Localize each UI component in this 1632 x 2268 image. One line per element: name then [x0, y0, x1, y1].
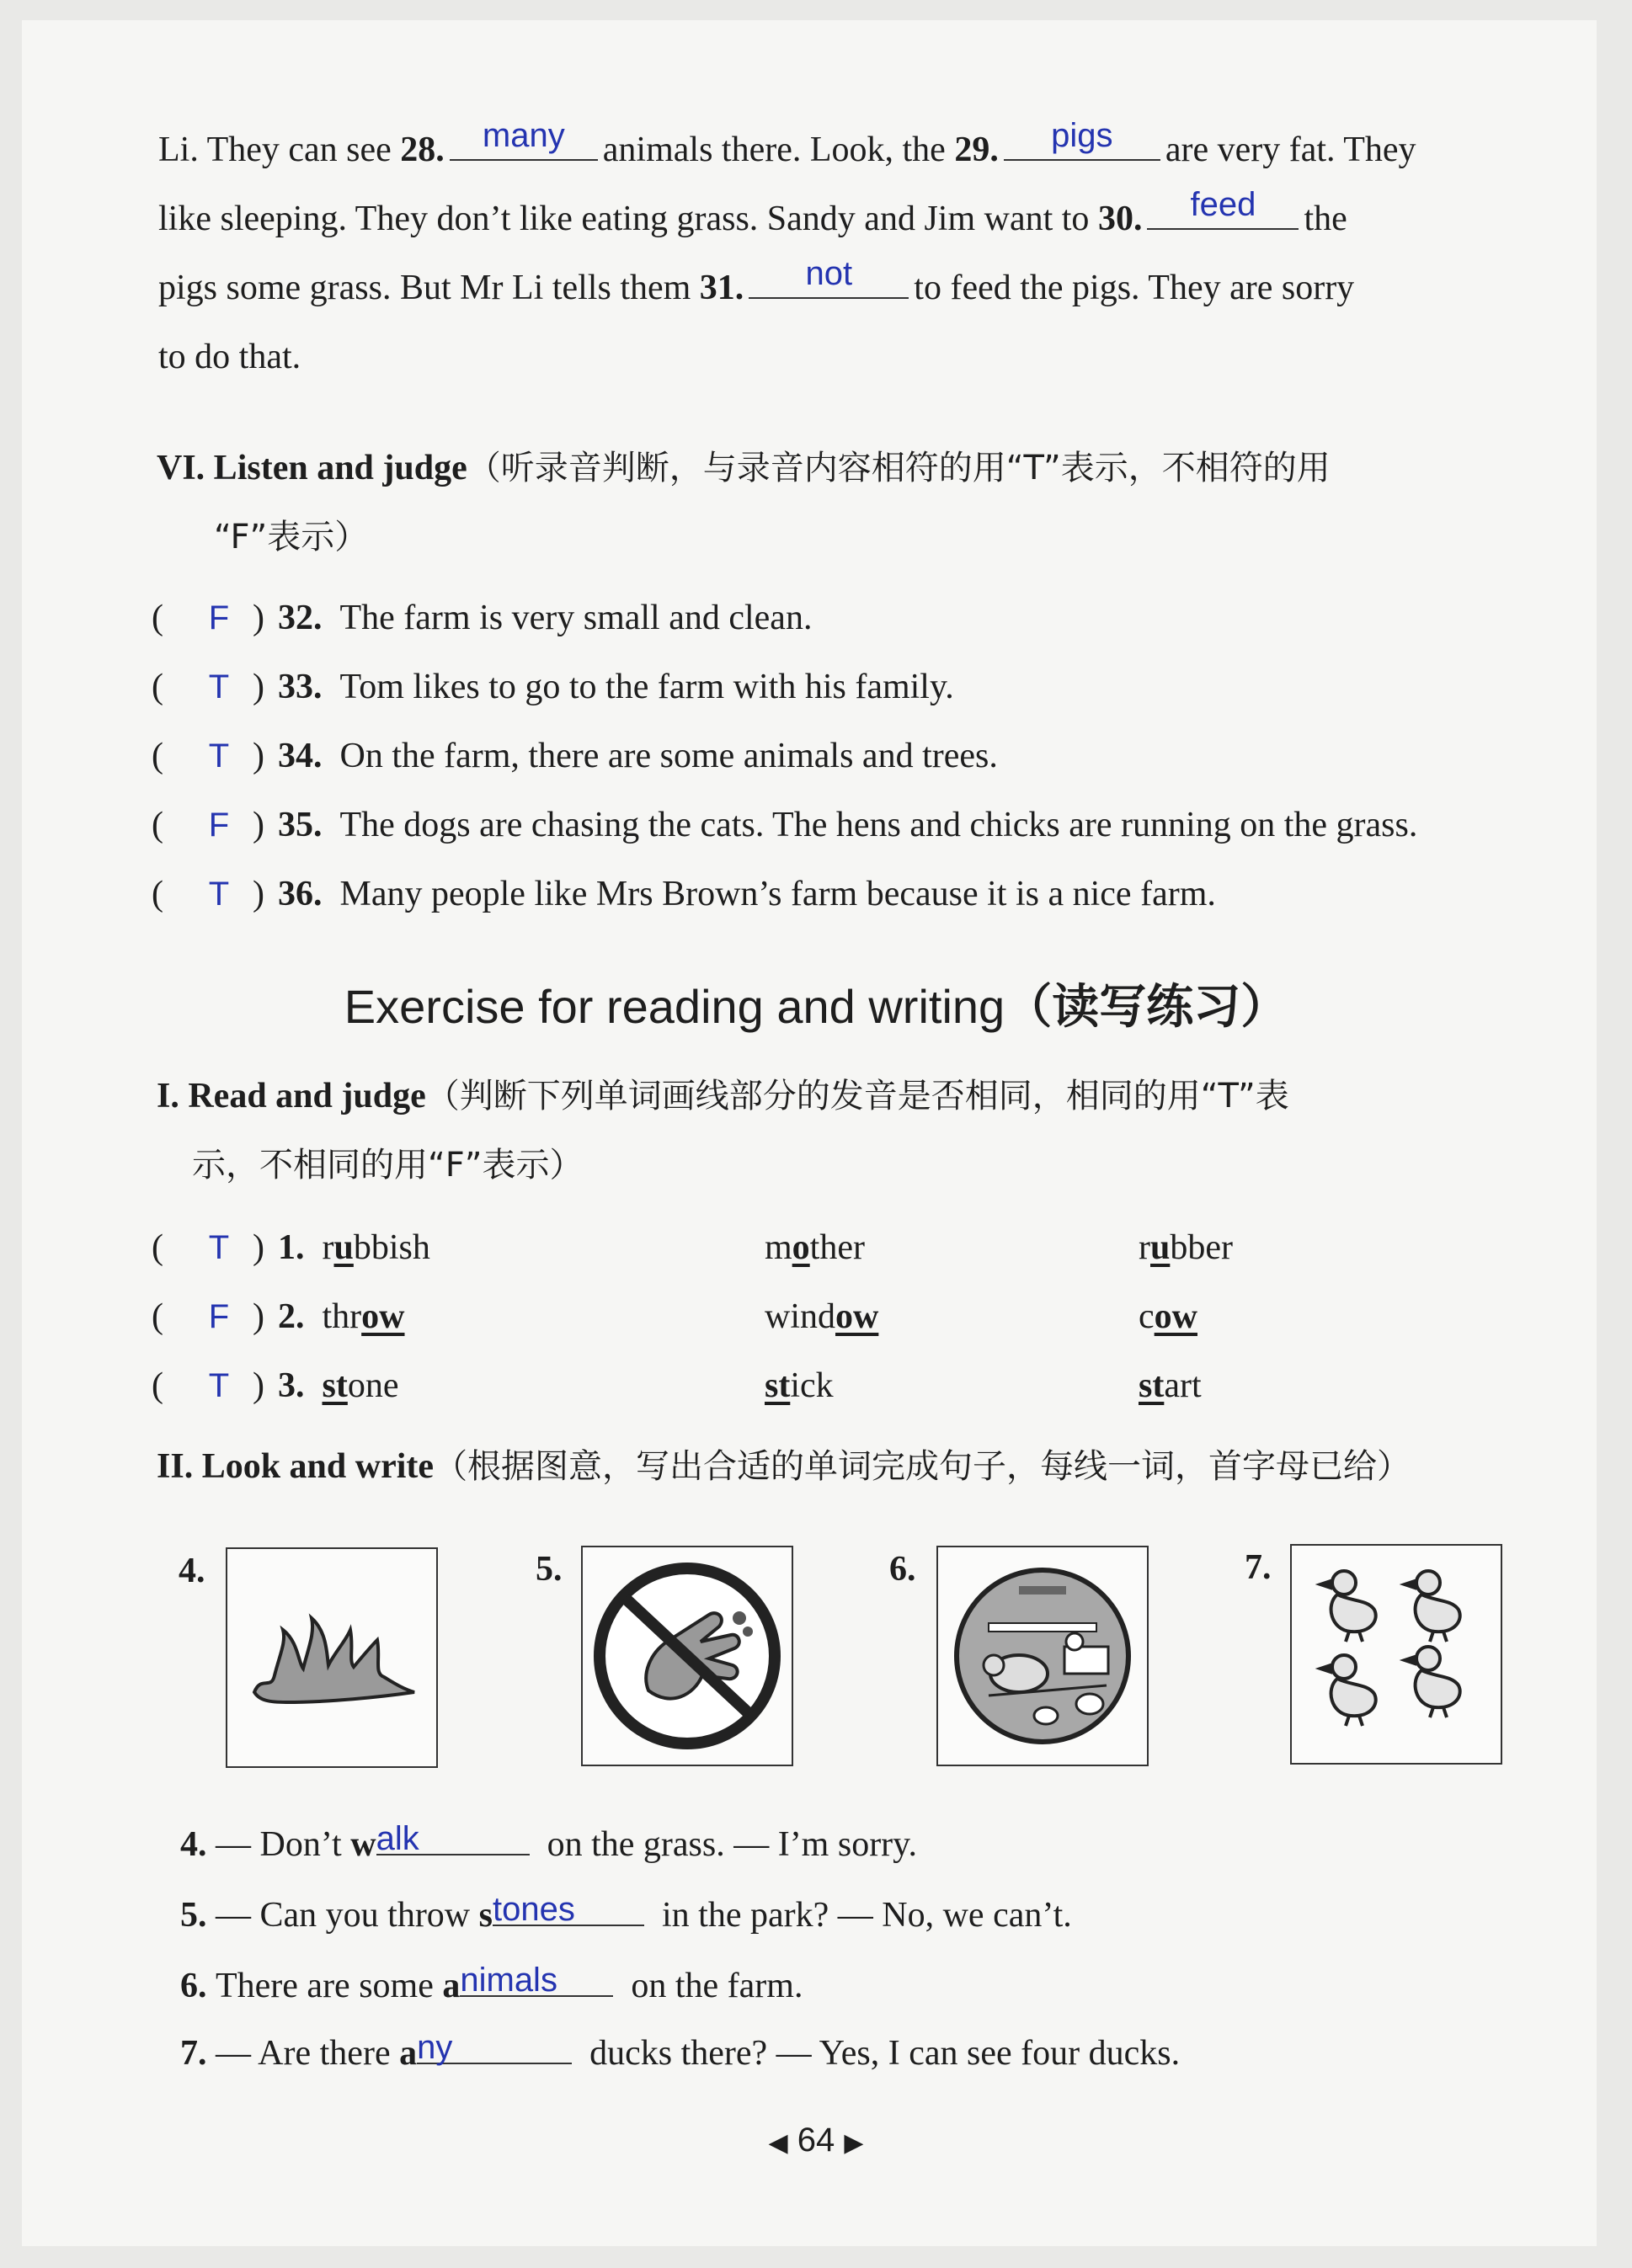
write-sentence: 7. — Are there a ny ducks there? — Yes, I can see four ducks. [180, 2029, 1181, 2073]
judge-item: ( T ) 33. Tom likes to go to the farm with his family. [152, 668, 954, 706]
judge-item: ( F ) 32. The farm is very small and clean. [152, 599, 813, 637]
passage-line-4: to do that. [158, 338, 301, 376]
prev-arrow-icon: ◀ [768, 2129, 788, 2157]
ducks-icon [1290, 1544, 1502, 1765]
word: throw [322, 1297, 405, 1336]
passage-line-3: pigs some grass. But Mr Li tells them 31. not to feed the pigs. They are sorry [158, 255, 1355, 307]
answer-blank: alk [376, 1822, 530, 1855]
passage-line-2: like sleeping. They don’t like eating grass. Sandy and Jim want to 30. feed the [158, 186, 1347, 238]
answer-blank: tones [493, 1893, 644, 1926]
passage-line-1: Li. They can see 28. many animals there. Look, the 29. pigs are very fat. They [158, 117, 1416, 169]
farm-icon [936, 1546, 1149, 1766]
word: stick [765, 1366, 834, 1405]
answer-blank-28: many [450, 130, 598, 161]
grass-icon [226, 1547, 438, 1768]
word: stone [322, 1366, 399, 1405]
judge-item: ( F ) 35. The dogs are chasing the cats. The hens and chicks are running on the grass. [152, 806, 1418, 844]
no-throwing-icon [581, 1546, 793, 1766]
picture-number: 6. [889, 1550, 916, 1589]
phonics-row: ( T ) 1. rubbish [152, 1228, 430, 1267]
answer-blank-29: pigs [1004, 130, 1160, 161]
picture-number: 4. [179, 1552, 205, 1590]
section-2-heading: II. Look and write（根据图意，写出合适的单词完成句子，每线一词，首字母已给） [157, 1447, 1411, 1486]
word: rubbish [322, 1228, 430, 1267]
judge-item: ( T ) 34. On the farm, there are some animals and trees. [152, 737, 998, 775]
exercise-title: Exercise for reading and writing（读写练习） [344, 980, 1288, 1035]
phonics-row: ( F ) 2. throw [152, 1297, 405, 1336]
picture-number: 7. [1245, 1548, 1272, 1587]
word: cow [1139, 1297, 1197, 1336]
word: start [1139, 1366, 1202, 1405]
write-sentence: 5. — Can you throw s tones in the park? — No, we can’t. [180, 1891, 1072, 1935]
word: window [765, 1297, 879, 1336]
judge-item: ( T ) 36. Many people like Mrs Brown’s farm because it is a nice farm. [152, 875, 1216, 913]
section-1-heading-cont: 示，不相同的用“F”表示） [192, 1146, 584, 1185]
picture-number: 5. [536, 1550, 563, 1589]
write-sentence: 6. There are some a nimals on the farm. [180, 1962, 803, 2005]
section-6-heading-cont: “F”表示） [214, 518, 369, 556]
section-1-heading: I. Read and judge（判断下列单词画线部分的发音是否相同，相同的用“T”表 [157, 1077, 1289, 1115]
page-number: ◀ 64 ▶ [768, 2122, 864, 2159]
word: mother [765, 1228, 865, 1267]
next-arrow-icon: ▶ [844, 2129, 864, 2157]
answer-blank: nimals [460, 1963, 613, 1997]
section-6-heading: VI. Listen and judge（听录音判断，与录音内容相符的用“T”表示，不相符的用 [157, 449, 1331, 487]
answer-blank: ny [417, 2031, 572, 2064]
answer-blank-30: feed [1147, 200, 1299, 230]
answer-blank-31: not [749, 269, 909, 299]
write-sentence: 4. — Don’t w alk on the grass. — I’m sorry. [180, 1820, 917, 1864]
phonics-row: ( T ) 3. stone [152, 1366, 399, 1405]
word: rubber [1139, 1228, 1233, 1267]
